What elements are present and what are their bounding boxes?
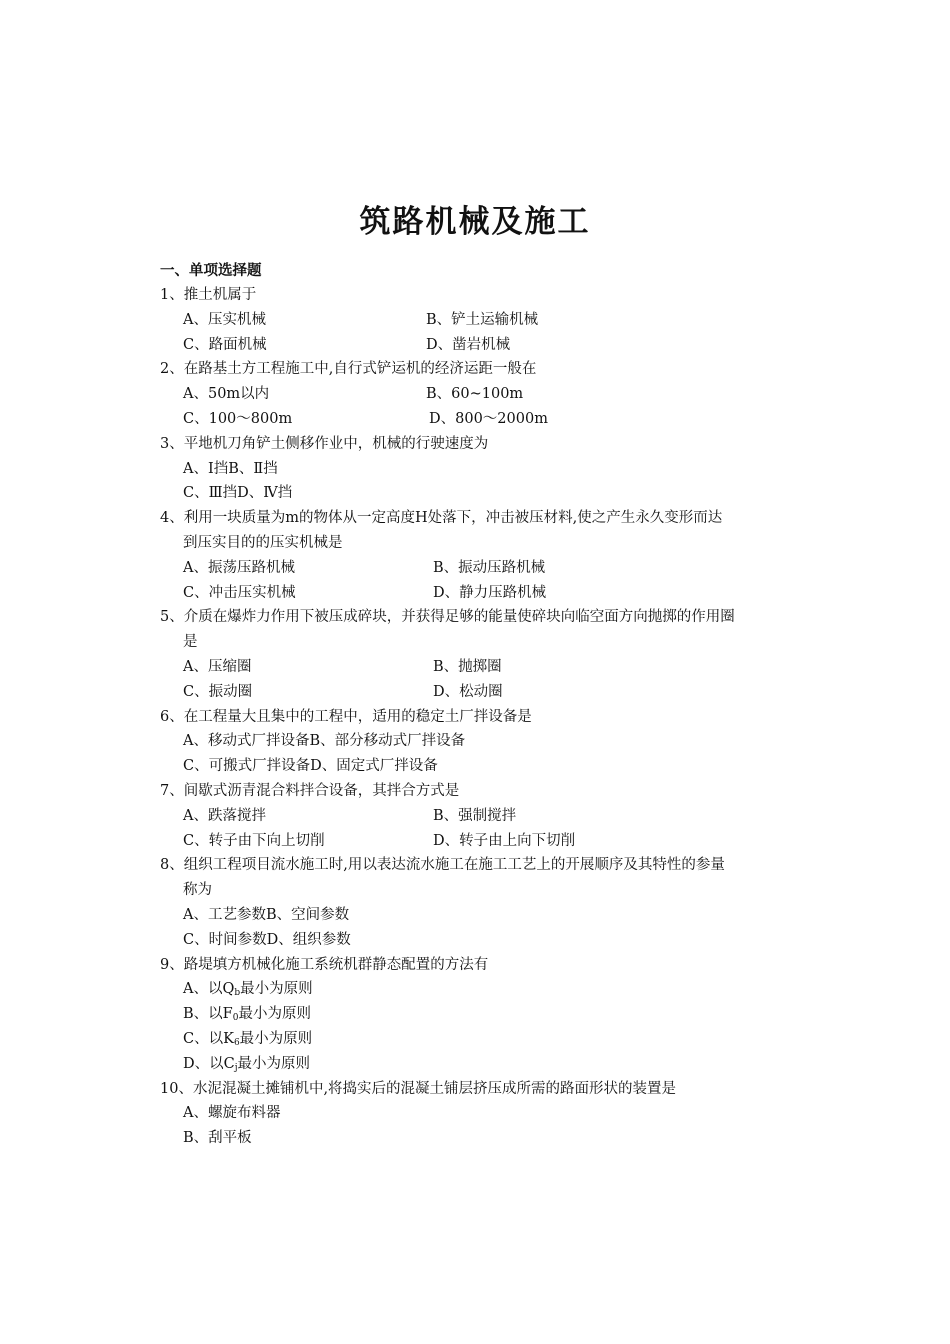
question-2-option-a: A、50m以内	[183, 386, 270, 403]
question-2-option-b: B、60~100m	[426, 386, 524, 403]
question-7-options-ab	[160, 804, 800, 829]
question-1-option-d: D、凿岩机械	[426, 336, 511, 353]
question-1-option-a: A、压实机械	[183, 311, 266, 328]
question-1-stem: 1、推土机属于	[160, 287, 257, 303]
question-4-options-ab	[160, 556, 800, 581]
question-3-stem: 3、平地机刀角铲土侧移作业中，机械的行驶速度为	[160, 435, 489, 452]
section-heading: 一、单项选择题	[160, 263, 262, 279]
question-9-option-c-prefix: C、以K	[183, 1030, 234, 1047]
question-9-option-a-prefix: A、以Q	[183, 981, 235, 998]
question-2-stem: 2、在路基土方工程施工中,自行式铲运机的经济运距一般在	[160, 361, 537, 378]
question-4-option-b: B、振动压路机械	[433, 559, 546, 576]
question-7-options-cd	[160, 829, 800, 854]
question-7-stem: 7、间歇式沥青混合料拌合设备，其拌合方式是	[160, 782, 460, 799]
question-3-options-ab: A、Ⅰ挡B、Ⅱ挡	[183, 460, 278, 477]
question-5-option-a: A、压缩圈	[183, 658, 252, 675]
question-9-option-a-suffix: 最小为原则	[240, 981, 313, 998]
question-2-option-c: C、100～800m	[183, 410, 293, 427]
question-5-stem-line-1: 5、介质在爆炸力作用下被压成碎块，并获得足够的能量使碎块向临空面方向抛掷的作用圈	[160, 609, 735, 626]
question-6-options-ab: A、移动式厂拌设备B、部分移动式厂拌设备	[183, 733, 466, 750]
question-8-options-cd: C、时间参数D、组织参数	[183, 931, 351, 948]
question-9-option-b-subscript: 0	[232, 1013, 239, 1024]
question-9-option-b	[160, 1002, 800, 1027]
question-5-option-d: D、松动圈	[433, 683, 503, 700]
question-10-stem: 10、水泥混凝土摊铺机中,将捣实后的混凝土铺层挤压成所需的路面形状的装置是	[160, 1080, 677, 1097]
question-1-options-cd	[160, 333, 800, 358]
question-4-option-a: A、振荡压路机械	[183, 559, 295, 576]
question-8-options-ab: A、工艺参数B、空间参数	[183, 906, 350, 923]
question-5-options-ab	[160, 655, 800, 680]
question-7-option-d: D、转子由上向下切削	[433, 832, 576, 849]
question-9-option-d-suffix: 最小为原则	[237, 1055, 311, 1072]
question-8-stem-line-1: 8、组织工程项目流水施工时,用以表达流水施工在施工工艺上的开展顺序及其特性的参量	[160, 857, 725, 874]
question-9-option-c-suffix: 最小为原则	[239, 1030, 313, 1047]
question-9-option-c	[160, 1027, 800, 1052]
question-4-option-c: C、冲击压实机械	[183, 584, 296, 601]
question-4-stem-line-2: 到压实目的的压实机械是	[183, 534, 343, 551]
question-7-option-a: A、跌落搅拌	[183, 807, 266, 824]
question-9-option-a-subscript: b	[234, 988, 241, 999]
question-10-option-a: A、螺旋布料器	[183, 1105, 281, 1122]
question-10-option-b: B、刮平板	[183, 1130, 252, 1147]
question-5-option-b: B、抛掷圈	[433, 658, 502, 675]
question-1-option-c: C、路面机械	[183, 336, 267, 353]
question-9-option-d	[160, 1052, 800, 1077]
question-2-option-d: D、800～2000m	[429, 410, 548, 427]
question-2-options-ab	[160, 382, 800, 407]
question-6-options-cd: C、可搬式厂拌设备D、固定式厂拌设备	[183, 758, 438, 775]
question-3-options-cd: C、Ⅲ挡D、Ⅳ挡	[183, 485, 293, 502]
document-title: 筑路机械及施工	[359, 204, 591, 240]
question-4-stem-line-1: 4、利用一块质量为m的物体从一定高度H处落下，冲击被压材料,使之产生永久变形而达	[160, 510, 723, 527]
question-1-option-b: B、铲土运输机械	[426, 311, 539, 328]
question-5-stem-line-2: 是	[183, 634, 198, 651]
question-9-option-b-prefix: B、以F	[183, 1006, 233, 1023]
question-9-option-b-suffix: 最小为原则	[238, 1006, 311, 1023]
question-4-option-d: D、静力压路机械	[433, 584, 547, 601]
question-9-option-d-prefix: D、以C	[183, 1055, 235, 1072]
question-9-stem: 9、路堤填方机械化施工系统机群静态配置的方法有	[160, 956, 489, 973]
question-5-options-cd	[160, 680, 800, 705]
question-6-stem: 6、在工程量大且集中的工程中，适用的稳定土厂拌设备是	[160, 708, 532, 725]
question-9-option-a	[160, 977, 800, 1002]
question-2-options-cd	[160, 407, 800, 432]
question-9-option-d-subscript: j	[234, 1062, 238, 1073]
question-4-options-cd	[160, 581, 800, 606]
question-1-options-ab	[160, 308, 800, 333]
question-7-option-c: C、转子由下向上切削	[183, 832, 325, 849]
question-9-option-c-subscript: 6	[233, 1037, 240, 1048]
question-7-option-b: B、强制搅拌	[433, 807, 517, 824]
question-list	[160, 283, 800, 1151]
question-5-option-c: C、振动圈	[183, 683, 253, 700]
question-8-stem-line-2: 称为	[183, 882, 212, 899]
